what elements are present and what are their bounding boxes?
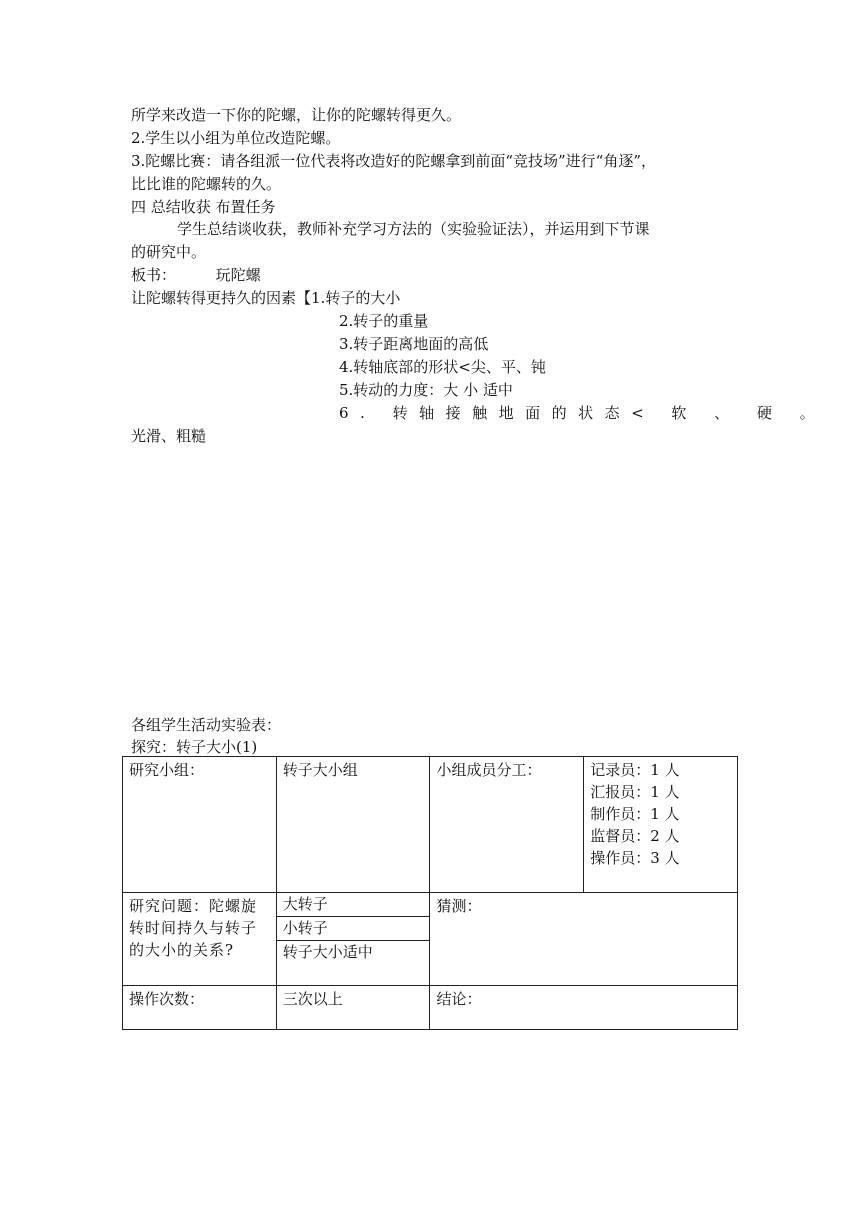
experiment-table xyxy=(122,756,738,1030)
table-row xyxy=(123,986,738,1030)
roles-list xyxy=(584,757,738,893)
paragraph: 所学来改造一下你的陀螺，让你的陀螺转得更久。 xyxy=(131,106,462,124)
research-question: 研究问题：陀螺旋转时间持久与转子的大小的关系? xyxy=(123,893,277,986)
factor-continuation: 光滑、粗糙 xyxy=(131,427,207,445)
table-title: 各组学生活动实验表： xyxy=(131,716,282,734)
option-large-rotor: 大转子 xyxy=(277,893,430,917)
role-item: 监督员：2 人 xyxy=(590,827,680,845)
research-group-value: 转子大小组 xyxy=(276,757,430,893)
paragraph: 比比谁的陀螺转的久。 xyxy=(131,175,282,193)
division-label: 小组成员分工： xyxy=(430,757,584,893)
ops-label: 操作次数： xyxy=(123,986,277,1030)
research-group-label: 研究小组： xyxy=(123,757,277,893)
factor-item: 2.转子的重量 xyxy=(339,312,429,330)
role-item: 记录员：1 人 xyxy=(590,761,680,779)
options-cell xyxy=(276,893,430,986)
factor-item: 5.转动的力度：大 小 适中 xyxy=(339,381,513,399)
paragraph: 3.陀螺比赛：请各组派一位代表将改造好的陀螺拿到前面“竞技场”进行“角逐”， xyxy=(131,152,656,170)
board-title: 玩陀螺 xyxy=(215,266,261,284)
ops-value: 三次以上 xyxy=(276,986,430,1030)
table-row xyxy=(123,757,738,893)
option-small-rotor: 小转子 xyxy=(277,917,430,941)
paragraph: 的研究中。 xyxy=(131,243,207,261)
factor-item: 3.转子距离地面的高低 xyxy=(339,335,489,353)
role-item: 汇报员：1 人 xyxy=(590,783,680,801)
paragraph: 学生总结谈收获，教师补充学习方法的（实验验证法），并运用到下节课 xyxy=(177,220,650,238)
factors-intro: 让陀螺转得更持久的因素【1.转子的大小 xyxy=(131,289,401,307)
section-heading: 四 总结收获 布置任务 xyxy=(131,198,276,216)
option-medium-rotor: 转子大小适中 xyxy=(282,943,373,961)
conclusion-cell: 结论： xyxy=(430,986,738,1030)
factor-item: 4.转轴底部的形状<尖、平、钝 xyxy=(339,358,546,376)
board-heading xyxy=(131,264,261,286)
role-item: 制作员：1 人 xyxy=(590,805,680,823)
factor-item: 6. 转轴接触地面的状态< 软 、 硬 。 xyxy=(339,404,827,422)
guess-cell: 猜测： xyxy=(430,893,738,986)
board-label: 板书： xyxy=(131,266,177,284)
table-subtitle: 探究：转子大小(1) xyxy=(131,738,258,756)
role-item: 操作员：3 人 xyxy=(590,849,680,867)
paragraph: 2.学生以小组为单位改造陀螺。 xyxy=(131,129,341,147)
table-row xyxy=(123,893,738,986)
